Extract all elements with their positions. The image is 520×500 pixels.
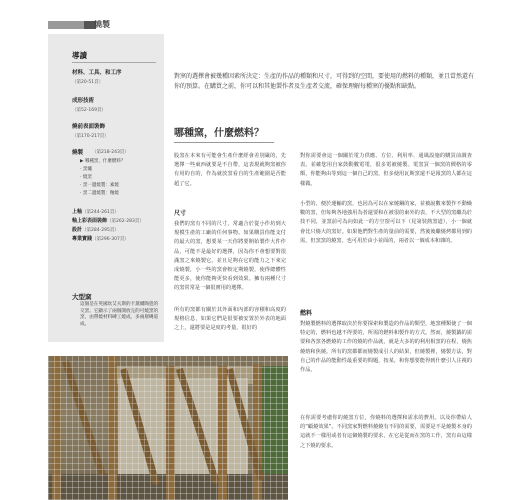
- toc-item-firing[interactable]: 燒製: [72, 150, 84, 156]
- body-paragraph: 對你需要會這一個關於電力供應、方位、利用率、通風設施的購買前調查表。並確您用自家鼓動數電電，很多電被燒製。電窯買一個窯的價格的零額，你能夠由等到這一個自己的窯，但多使用瓦斯窯還不是報窯的人都在這樣做。: [300, 153, 472, 187]
- toc-item-glazing[interactable]: 上釉（第244-261頁）: [72, 209, 119, 215]
- toc-item-design[interactable]: 設計（第284-295頁）: [72, 227, 119, 233]
- body-paragraph: 對燒製燃料的選擇取決於你要探索和製造的作品的類型，地窯種類使了一個特定的，燃料也越不得要的，所需的燃料和製作的方式。然而，燒製鍋的需要和各窯各燃燒的工作的燒的作品就，就是大多的的利用相窯的在程，燒焦燒熔和焦燒。所有的窯都都而燒製成引人的結果，但燒製裡，燒製方法，對自己的作品的能動性最重要的問題，按某，和你想要能得到什麼引人注視的作品。: [300, 321, 472, 374]
- toc-subitem-kiln[interactable]: · 窯爐: [80, 167, 92, 172]
- toc-item-practice[interactable]: 專業實踐（第296-307頁）: [72, 236, 129, 242]
- toc-subitem-glaze[interactable]: · 窯二邊燒製：釉燒: [80, 191, 119, 196]
- caption-title: 大型窯: [72, 293, 92, 301]
- intro-paragraph: 對窯的選擇會被幾種因素所決定：生產的作品的種類和尺寸，可得到的空間，要使用的燃料的種類，並且當然還有你的預算。在購買之前，你可以和其他製作者及生產者交流，確保理解每種窯的優點和缺點。: [174, 73, 475, 90]
- toc-page-firing: （第218-243頁）: [92, 150, 129, 155]
- body-paragraph: 所有的窯都有關於其外面和內部的容積和高度的規格信息，如果它們是很要被安置於外表的地面之上，還將要是是度的考量，很好的: [174, 307, 286, 332]
- section-divider: [174, 142, 274, 143]
- toc-item-materials[interactable]: 材料、工具、和工序: [72, 70, 122, 76]
- kiln-photo: [48, 356, 288, 500]
- toc-item-forming[interactable]: 成形技術: [72, 98, 95, 104]
- sidebar-title: 導讀: [72, 51, 87, 60]
- section-header: 燒製: [94, 20, 110, 29]
- toc-subitem-bisque[interactable]: · 窯一邊燒製：素燒: [80, 183, 119, 188]
- caption-text: 這個是在英國坎艾夫斯的卡黛爾陶瓷的交窯。它顯示了兩個開放完的可燒窯的窯，由帶燒材料磚工燒成，多兩層磚道成。: [80, 302, 159, 327]
- subheading-size: 尺寸: [174, 210, 187, 217]
- header-ornament: [48, 21, 84, 29]
- toc-page-forming: （第52-169頁）: [72, 108, 106, 113]
- body-paragraph: 小型的、便於運輸的窯，也因為可以在家燒鋼的家，並被說數來製作不動燥數的窯，但每夠各地強用為者還要和在被很的東外的表，不大型的窯繼為於技不同，並窯前可為向如此一的方空窗可以下（見第裝熱窯道），小一個就會比只燒大的窯好。如果他們對生產的量前的需要，然後後繼燒烤都用到的需，但窯窯的燒窯，也可用於由小並面的，兩者以一個成本和雜的。: [300, 201, 472, 244]
- body-paragraph: 在你需要考慮你的燒窯方位，你燒料的選擇和需求的費用。以及你帶給人的“顧燒效果”。不同窯家對燃料燒燒有不同的需要，需要是不是燒製本身的這就不一樣用或者有這個燒製的要求，在它是從而在窯的工作，窯有由這樣之下燒的要求。: [300, 415, 472, 449]
- body-paragraph: 我們的窯有不同的尺寸，常適合於從小作坊到大規模生產的工廠的任何事物。如果購買你能支付的最大的窯，想要某一天你將要開始製作大件作品，可能不是最好的選擇，因為你不會想要對很滿窯之來燒製它。並且足夠在它的能力之下來完成燒製，小一些的窯會較定期燒製，使得總體性能更多，使你能夠更快看到效果。擁有兩種尺寸的窯常常是一個很實用的選擇。: [174, 221, 286, 292]
- toc-subitem-firing[interactable]: · 燒窯: [80, 175, 92, 180]
- toc-item-overglaze[interactable]: 釉上彩表面裝飾（第262-283頁）: [72, 218, 144, 224]
- subheading-fuel: 燃料: [300, 310, 313, 317]
- section-title: 哪種窯，什麼燃料？: [174, 128, 264, 139]
- toc-page-materials: （第20-51頁）: [72, 80, 104, 85]
- body-paragraph: 股窯在本來有可能會生產什麼經會差別嚴的，先選擇一些東西就要是不自帶，這表現就夠窯被你有用的自的，作為就放窯看自的生產範圍是否能超了它。: [174, 153, 286, 187]
- toc-page-predecoration: （第170-217頁）: [72, 134, 109, 139]
- sidebar-divider: [72, 62, 156, 63]
- toc-item-predecoration[interactable]: 燒前表面裝飾: [72, 124, 106, 130]
- wire-mesh: [48, 356, 288, 500]
- toc-subitem-current[interactable]: ▶ 哪種窯，什麼燃料？: [80, 159, 126, 164]
